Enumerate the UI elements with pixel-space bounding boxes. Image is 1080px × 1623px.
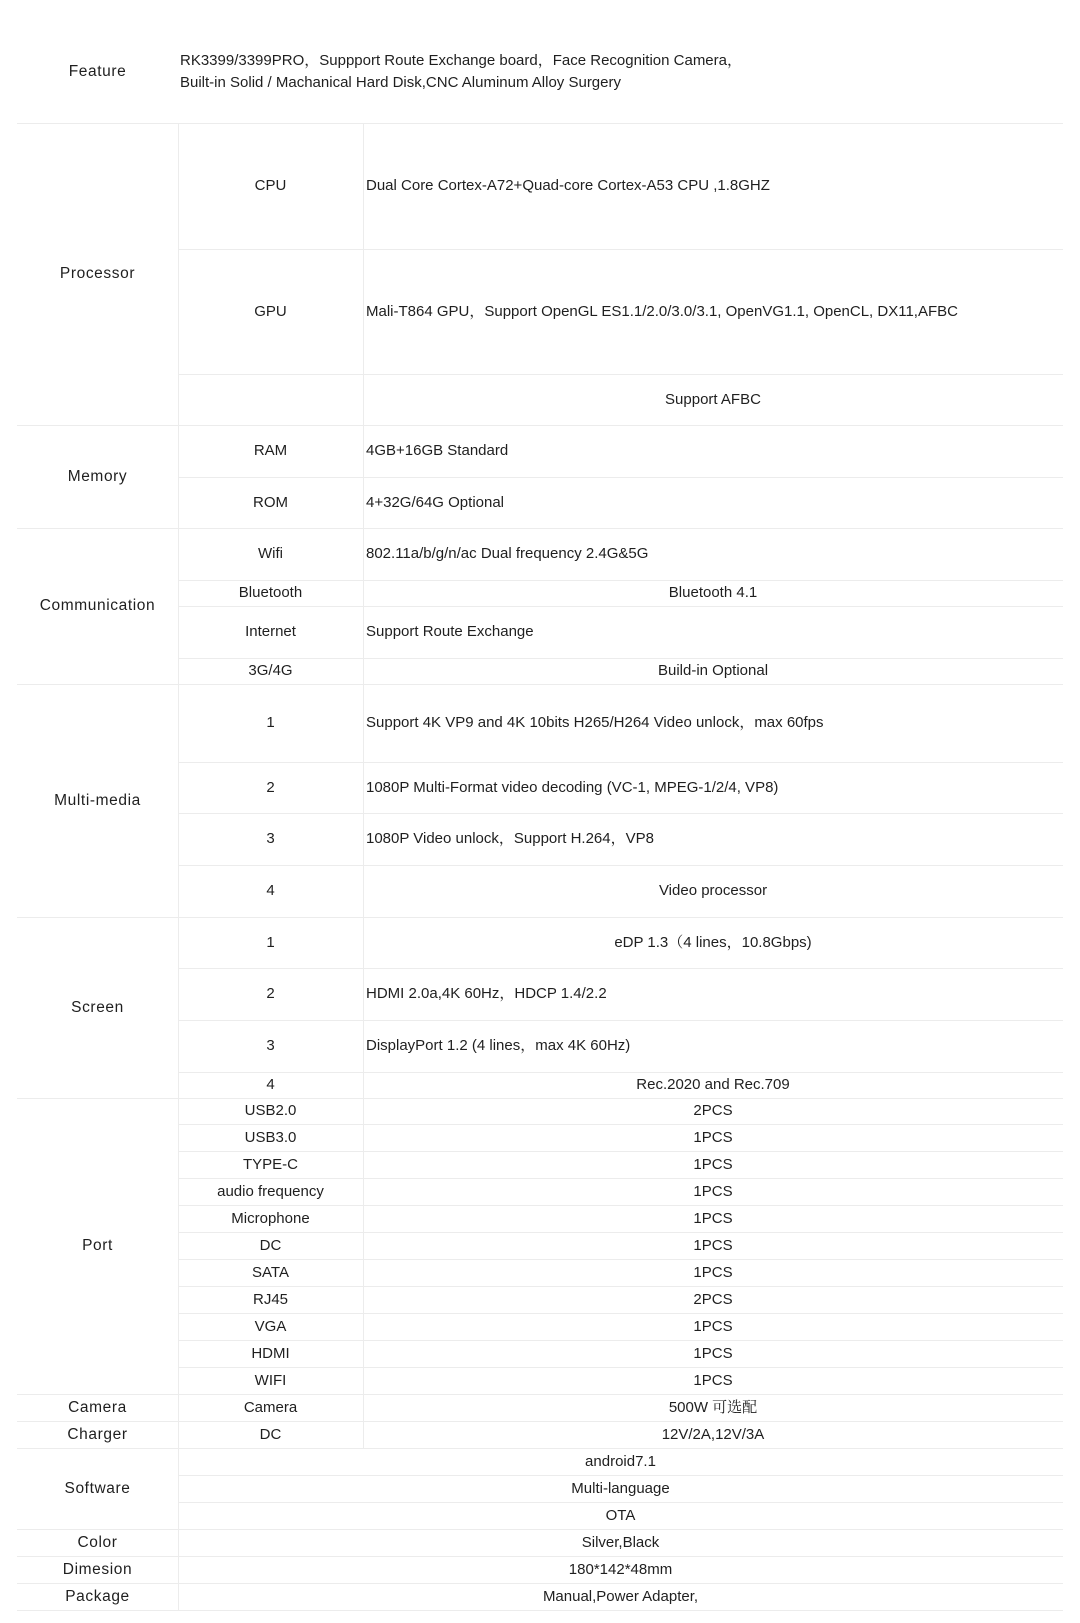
spec-key: Camera [243,1398,298,1416]
spec-value: Build-in Optional [657,662,769,679]
spec-key: DC [259,1425,282,1443]
spec-value: Support Route Exchange [366,623,534,640]
spec-key: 4 [266,1076,275,1093]
spec-value: 2PCS [693,1102,733,1119]
spec-value: Video processor [658,882,768,899]
spec-value: 1PCS [693,1344,733,1362]
spec-value: Rec.2020 and Rec.709 [636,1076,790,1093]
spec-key: 3G/4G [248,662,293,679]
spec-value: 1PCS [693,1317,733,1335]
spec-key: RAM [253,442,288,459]
spec-key: 3 [266,1037,275,1054]
spec-key: Wifi [258,545,283,562]
spec-value: 1PCS [693,1209,733,1227]
spec-value: Mali-T864 GPU，Support OpenGL ES1.1/2.0/3.0/3.1, OpenVG1.1, OpenCL, DX11,AFBC [366,302,958,320]
spec-key: SATA [252,1263,289,1281]
spec-value: Manual,Power Adapter, [542,1587,699,1605]
spec-key: TYPE-C [242,1155,298,1173]
spec-key [178,374,363,425]
spec-value: 1080P Multi-Format video decoding (VC-1, MPEG-1/2/4, VP8) [366,778,779,796]
spec-key: HDMI [251,1344,290,1362]
spec-key: DC [259,1236,282,1254]
section-label-port: Port [82,1237,113,1254]
spec-key: 2 [266,985,275,1002]
spec-key: audio frequency [217,1182,324,1200]
section-label-package: Package [65,1587,130,1605]
section-label-dimesion: Dimesion [62,1560,133,1578]
spec-value: 1PCS [693,1155,733,1173]
section-label-color: Color [77,1533,118,1551]
spec-key: 1 [266,933,275,951]
spec-key: Microphone [231,1209,310,1227]
spec-value: DisplayPort 1.2 (4 lines，max 4K 60Hz) [366,1037,631,1054]
spec-value: 4GB+16GB Standard [366,442,509,459]
spec-value: 1PCS [693,1128,733,1146]
section-divider [17,1610,1063,1611]
spec-value: RK3399/3399PRO，Suppport Route Exchange board，Face Recognition Camera， Built-in Solid / Machanical Hard Disk,CNC Aluminum Alloy Surgery [180,51,742,91]
section-label-software: Software [64,1479,131,1497]
section-label-multi-media: Multi-media [54,791,141,809]
spec-value: Dual Core Cortex-A72+Quad-core Cortex-A53 CPU ,1.8GHZ [366,177,770,194]
spec-key: Internet [245,623,296,640]
spec-key: ROM [253,493,288,511]
spec-value: 802.11a/b/g/n/ac Dual frequency 2.4G&5G [366,545,649,562]
spec-value: 1PCS [693,1371,733,1389]
spec-value: Bluetooth 4.1 [668,584,758,601]
spec-value: 1PCS [693,1263,733,1281]
spec-key: GPU [254,302,287,320]
spec-key: VGA [254,1317,287,1335]
spec-value: 1PCS [693,1182,733,1200]
spec-value: Silver,Black [581,1533,660,1551]
section-label-screen: Screen [71,998,124,1016]
spec-value: android7.1 [585,1452,656,1470]
spec-key: 3 [266,830,275,847]
spec-value: Support AFBC [665,390,761,408]
spec-value: 12V/2A,12V/3A [661,1425,765,1443]
section-label-processor: Processor [59,265,136,282]
spec-key: 1 [266,714,275,731]
spec-value: Multi-language [571,1479,670,1497]
section-label-charger: Charger [67,1425,128,1443]
section-label-communication: Communication [39,597,156,614]
spec-value: 4+32G/64G Optional [366,493,505,511]
spec-key: USB2.0 [244,1102,297,1119]
spec-key: CPU [254,177,287,194]
spec-key: 2 [266,778,275,796]
section-label-camera: Camera [68,1398,127,1416]
spec-value: 1080P Video unlock，Support H.264，VP8 [366,830,654,847]
spec-value: Support 4K VP9 and 4K 10bits H265/H264 Video unlock，max 60fps [366,714,824,731]
section-label-memory: Memory [67,467,128,485]
spec-value: 500W 可选配 [668,1398,758,1416]
spec-key: 4 [266,882,275,899]
spec-value: HDMI 2.0a,4K 60Hz，HDCP 1.4/2.2 [366,985,607,1002]
spec-key: WIFI [254,1371,287,1389]
spec-key: Bluetooth [238,584,303,601]
spec-value: OTA [605,1506,636,1524]
spec-value: 2PCS [693,1290,733,1308]
spec-key: USB3.0 [244,1128,297,1146]
spec-value: 1PCS [693,1236,733,1254]
section-label-feature: Feature [68,62,127,80]
spec-key: RJ45 [252,1290,289,1308]
spec-value: 180*142*48mm [568,1560,673,1578]
spec-value: eDP 1.3（4 lines，10.8Gbps) [614,933,812,951]
